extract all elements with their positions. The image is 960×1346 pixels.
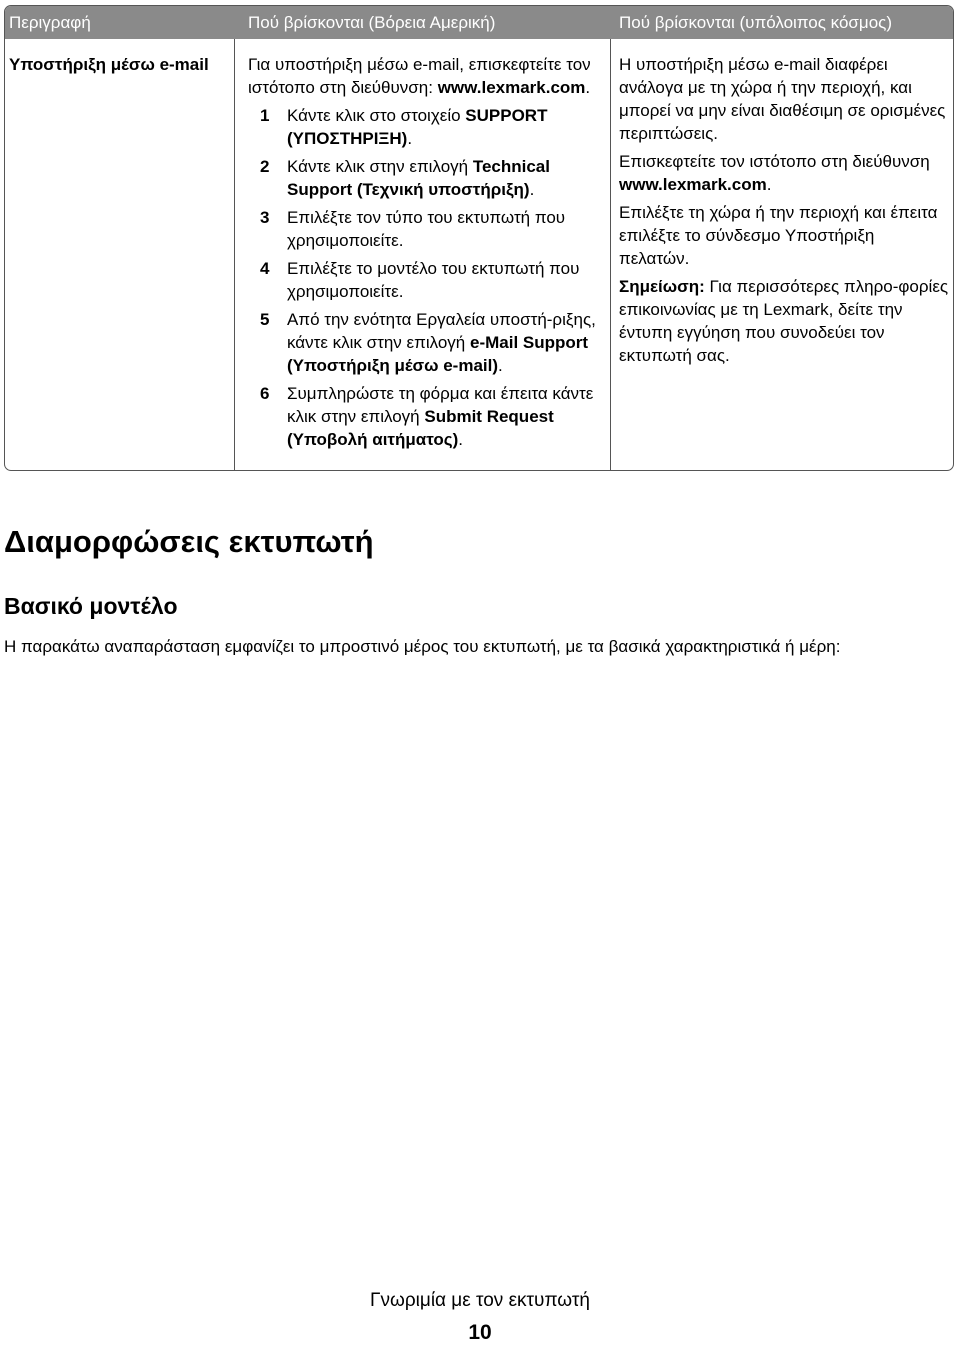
lexmark-url-link[interactable]: www.lexmark.com [619, 175, 767, 194]
row-label: Υποστήριξη μέσω e-mail [5, 39, 235, 470]
world-note: Σημείωση: Για περισσότερες πληρο-φορίες επικοινωνίας με τη Lexmark, δείτε την έντυπη εγγύηση που συνοδεύει τον εκτυπωτή σας. [619, 277, 949, 365]
step-number: 5 [260, 310, 270, 329]
north-america-cell [235, 39, 611, 470]
step-number: 1 [260, 106, 270, 125]
email-support-table [4, 5, 954, 471]
footer-title: Γνωριμία με τον εκτυπωτή [370, 1290, 590, 1311]
rest-of-world-cell [611, 39, 953, 470]
step-number: 4 [260, 259, 270, 278]
step-item: 6 Συμπληρώστε τη φόρμα και έπειτα κάντε κλικ στην επιλογή Submit Request (Υποβολή αιτήματος). [260, 384, 594, 449]
step-item: 3 Επιλέξτε τον τύπο του εκτυπωτή που χρησιμοποιείτε. [260, 208, 566, 250]
step-number: 3 [260, 208, 270, 227]
header-rest-of-world: Πού βρίσκονται (υπόλοιπος κόσμος) [619, 13, 893, 32]
step-number: 6 [260, 384, 270, 403]
step-item: 2 Κάντε κλικ στην επιλογή Technical Support (Τεχνική υποστήριξη). [260, 157, 550, 199]
step-number: 2 [260, 157, 270, 176]
lexmark-url-link[interactable]: www.lexmark.com [437, 78, 586, 97]
body-text: Η παρακάτω αναπαράσταση εμφανίζει το μπροστινό μέρος του εκτυπωτή, με τα βασικά χαρακτηριστικά ή μέρη: [4, 637, 841, 656]
section-title: Διαμορφώσεις εκτυπωτή [4, 524, 374, 559]
steps-list [248, 104, 608, 451]
step-item: 5 Από την ενότητα Εργαλεία υποστή-ριξης, κάντε κλικ στην επιλογή e-Mail Support (Υποστήριξη μέσω e-mail). [260, 310, 596, 375]
world-paragraph-3: Επιλέξτε τη χώρα ή την περιοχή και έπειτα επιλέξτε το σύνδεσμο Υποστήριξη πελατών. [619, 203, 938, 268]
header-description: Περιγραφή [9, 13, 91, 32]
page-number: 10 [468, 1321, 492, 1344]
note-label: Σημείωση: [619, 277, 705, 296]
step-item: 4 Επιλέξτε το μοντέλο του εκτυπωτή που χρησιμοποιείτε. [260, 259, 580, 301]
table-header [5, 6, 953, 39]
table-row [5, 39, 953, 470]
world-paragraph-2: Επισκεφτείτε τον ιστότοπο στη διεύθυνση www.lexmark.com. [619, 152, 930, 194]
step-item: 1 Κάντε κλικ στο στοιχείο SUPPORT (ΥΠΟΣΤΗΡΙΞΗ). [260, 106, 548, 148]
world-paragraph-1: Η υποστήριξη μέσω e-mail διαφέρει ανάλογα με τη χώρα ή την περιοχή, και μπορεί να μην είναι διαθέσιμη σε ορισμένες περιπτώσεις. [619, 55, 946, 143]
na-intro: Για υποστήριξη μέσω e-mail, επισκεφτείτε τον ιστότοπο στη διεύθυνση: www.lexmark.com. [248, 55, 591, 97]
subsection-title: Βασικό μοντέλο [4, 593, 178, 619]
header-north-america: Πού βρίσκονται (Βόρεια Αμερική) [248, 13, 496, 32]
